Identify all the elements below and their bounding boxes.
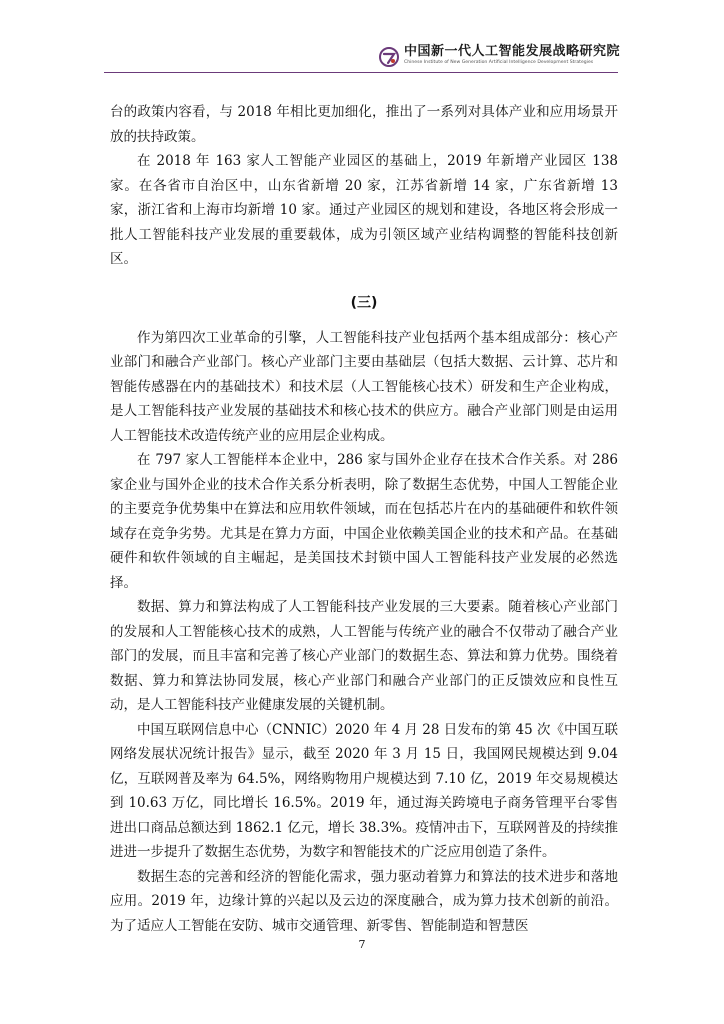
document-body bbox=[110, 100, 618, 938]
header-text bbox=[404, 44, 620, 66]
header-divider bbox=[104, 72, 618, 73]
institute-name-cn: 中国新一代人工智能发展战略研究院 bbox=[403, 44, 620, 59]
page-header bbox=[378, 44, 620, 68]
paragraph: 作为第四次工业革命的引擎，人工智能科技产业包括两个基本组成部分：核心产业部门和融合产业部门。核心产业部门主要由基础层（包括大数据、云计算、芯片和智能传感器在内的基础技术）和技术层（人工智能核心技术）研发和生产企业构成，是人工智能科技产业发展的基础技术和核心技术的供应方。融合产业部门则是由运用人工智能技术改造传统产业的应用层企业构成。 bbox=[110, 329, 618, 444]
section-heading: (三) bbox=[350, 294, 378, 311]
paragraph: 数据生态的完善和经济的智能化需求，强力驱动着算力和算法的技术进步和落地应用。2019 年，边缘计算的兴起以及云边的深度融合，成为算力技术创新的前沿。为了适应人工智能在安防、城市交通管理、新零售、智能制造和智慧医 bbox=[110, 868, 618, 934]
page-number: 7 bbox=[358, 938, 366, 951]
institute-name-en: Chinese Institute of New Generation Artificial Intelligence Development Strategies bbox=[403, 60, 594, 65]
paragraph-continued: 台的政策内容看，与 2018 年相比更加细化，推出了一系列对具体产业和应用场景开放的扶持政策。 bbox=[110, 104, 618, 145]
paragraph: 在 797 家人工智能样本企业中，286 家与国外企业存在技术合作关系。对 286 家企业与国外企业的技术合作关系分析表明，除了数据生态优势，中国人工智能企业的主要竞争优势集中在算法和应用软件领域，而在包括芯片在内的基础硬件和软件领域存在竞争劣势。尤其是在算力方面，中国企业依赖美国企业的技术和产品。在基础硬件和软件领域的自主崛起，是美国技术封锁中国人工智能科技产业发展的必然选择。 bbox=[110, 452, 618, 591]
paragraph: 中国互联网信息中心（CNNIC）2020 年 4 月 28 日发布的第 45 次《中国互联网络发展状况统计报告》显示，截至 2020 年 3 月 15 日，我国网民规模达到 9.04 亿，互联网普及率为 64.5%，网络购物用户规模达到 7.10 亿，2019 年交易规模达到 10.63 万亿，同比增长 16.5%。2019 年，通过海关跨境电子商务管理平台零售进出口商品总额达到 1862.1 亿元，增长 38.3%。疫情冲击下，互联网普及的持续推进进一步提升了数据生态优势，为数字和智能技术的广泛应用创造了条件。 bbox=[110, 721, 618, 860]
institute-logo-icon bbox=[378, 46, 400, 68]
paragraph: 在 2018 年 163 家人工智能产业园区的基础上，2019 年新增产业园区 138 家。在各省市自治区中，山东省新增 20 家，江苏省新增 14 家，广东省新增 13 家，浙江省和上海市均新增 10 家。通过产业园区的规划和建设，各地区将会形成一批人工智能科技产业发展的重要载体，成为引领区域产业结构调整的智能科技创新区。 bbox=[110, 153, 618, 267]
paragraph: 数据、算力和算法构成了人工智能科技产业发展的三大要素。随着核心产业部门的发展和人工智能核心技术的成熟，人工智能与传统产业的融合不仅带动了融合产业部门的发展，而且丰富和完善了核心产业部门的数据生态、算法和算力优势。围绕着数据、算力和算法协同发展，核心产业部门和融合产业部门的正反馈效应和良性互动，是人工智能科技产业健康发展的关键机制。 bbox=[110, 599, 618, 713]
